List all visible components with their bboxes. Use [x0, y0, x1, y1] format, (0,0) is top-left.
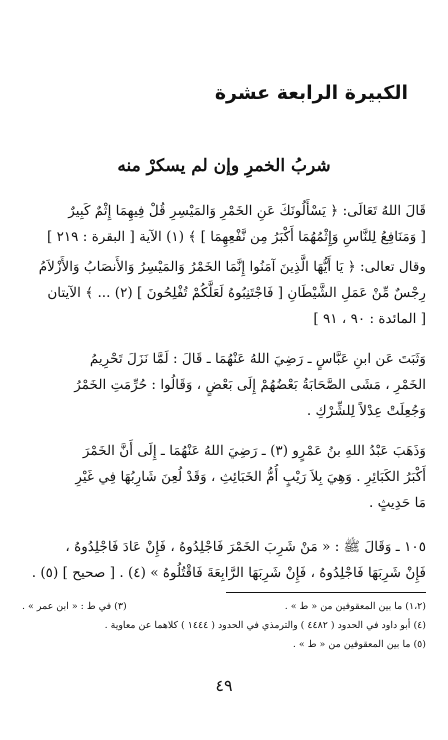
footnote-row: [22, 616, 426, 635]
footnote-3: (٣) في ط : « ابن عمر » .: [22, 601, 127, 612]
text-line: [ المائدة : ٩٠ ، ٩١ ]: [313, 311, 426, 327]
text-line: أَكْبَرُ الكَبَائِرِ . وَهِيَ بِلاَ رَيْبٍ أُمُّ الخَبَائِثِ ، وَقَدْ لُعِنَ شَارِبُهَا فِي غَيْرِ: [75, 469, 426, 485]
text-line: وَثَبَتَ عَن ابنِ عَبَّاسٍ ـ رَضِيَ اللهُ عَنْهُمَا ـ قَالَ : لَمَّا نَزَلَ تَحْرِيمُ: [89, 351, 426, 367]
paragraph-ibn-abbas: [22, 346, 426, 424]
text-line: [ وَمَنَافِعُ لِلنَّاسِ وَإِثْمُهُمَا أَكْبَرُ مِن نَّفْعِهِمَا ] ﴾ (١) الآية [ البقرة : ٢١٩ ]: [46, 229, 426, 245]
text-line: الخَمْرِ ، مَشَى الصَّحَابَةُ بَعْضُهُمْ إِلَى بَعْضٍ ، وَقَالُوا : حُرِّمَتِ الخَمْرُ: [74, 377, 426, 393]
footnote-row: [22, 597, 426, 616]
footnote-divider: [226, 592, 426, 593]
paragraph-abdullah-ibn-amr: [22, 438, 426, 516]
footnote-5: (٥) ما بين المعقوفين من « ط » .: [292, 639, 426, 650]
text-line: قَالَ اللهُ تَعَالَى: ﴿ يَسْأَلُونَكَ عَنِ الخَمْرِ وَالمَيْسِرِ قُلْ فِيهِمَا إِثْمٌ كَبِيرٌ: [68, 203, 426, 219]
spacer: [22, 428, 426, 438]
footnote-4: (٤) أبو داود في الحدود ( ٤٤٨٢ ) والترمذي في الحدود ( ١٤٤٤ ) كلاهما عن معاوية .: [104, 620, 426, 631]
footnote-1-2: (١،٢) ما بين المعقوفين من « ط » .: [284, 601, 426, 612]
chapter-title: الكبيرة الرابعة عشرة: [214, 82, 408, 104]
text-line: فَإِنْ شَرِبَهَا فَاجْلِدُوهُ ، فَإِنْ شَرِبَهَا الرَّابِعَةَ فَاقْتُلُوهُ » (٤) . [ صحيح ] (٥) .: [31, 565, 426, 581]
paragraph-quran-1: [22, 198, 426, 250]
text-line: وَذَهَبَ عَبْدُ اللهِ بنُ عَمْرٍو (٣) ـ رَضِيَ اللهُ عَنْهُمَا ـ إِلَى أَنَّ الخَمْرَ: [82, 443, 426, 459]
text-line: مَا حَدِيثٍ .: [368, 495, 426, 511]
text-line: وقال تعالى: ﴿ يَا أَيُّهَا الَّذِينَ آمَنُوا إِنَّمَا الخَمْرُ وَالمَيْسِرُ وَالأَنصَابُ وَالأَزْلاَمُ: [38, 259, 426, 275]
footnotes: [22, 597, 426, 654]
spacer: [22, 520, 426, 534]
text-line: ١٠٥ ـ وَقَالَ ﷺ : « مَنْ شَرِبَ الخَمْرَ فَاجْلِدُوهُ ، فَإِنْ عَادَ فَاجْلِدُوهُ ،: [65, 539, 426, 555]
section-title: شربُ الخمرِ وإن لم يسكرْ منه: [117, 156, 331, 176]
page-number: ٤٩: [215, 676, 233, 695]
text-line: رِجْسٌ مِّنْ عَمَلِ الشَّيْطَانِ [ فَاجْتَنِبُوهُ لَعَلَّكُمْ تُفْلِحُونَ ] (٢) ... ﴾ الآيتان: [47, 285, 426, 301]
text-line: وَجُعِلَتْ عِدْلاً لِلشِّرْكِ .: [306, 403, 426, 419]
footnote-row: [22, 635, 426, 654]
paragraph-quran-2: [22, 254, 426, 332]
spacer: [22, 336, 426, 346]
paragraph-hadith-105: [22, 534, 426, 586]
